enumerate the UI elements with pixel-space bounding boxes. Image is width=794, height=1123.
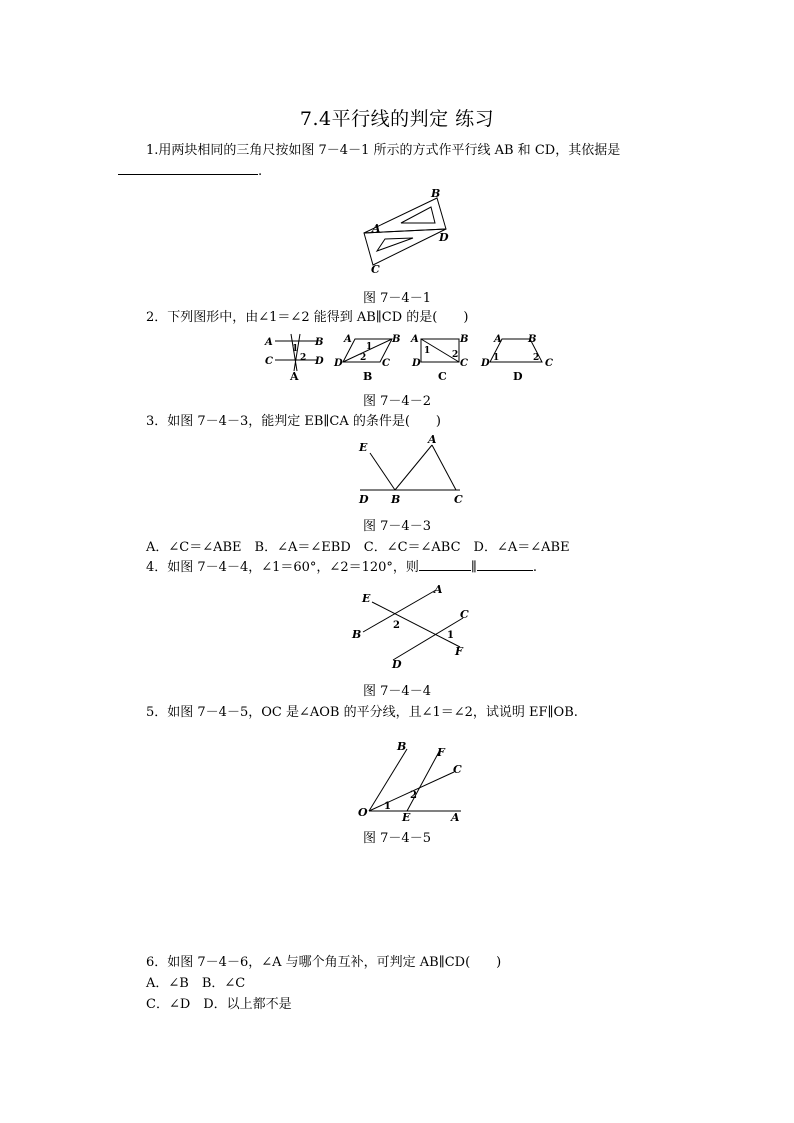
question-4-end: .: [532, 560, 538, 575]
label-D: D: [412, 358, 421, 369]
parallel-symbol: ∥: [470, 560, 477, 575]
label-B: B: [431, 187, 441, 200]
label-C: C: [453, 763, 462, 776]
question-3-text: 3．如图 7－4－3，能判定 EB∥CA 的条件是( ): [146, 414, 442, 429]
triangle-ruler-upper-inner: [401, 207, 435, 223]
question-1-end: .: [258, 164, 263, 179]
label-D: D: [481, 358, 490, 369]
question-3-choices: A．∠C＝∠ABE B．∠A＝∠EBD C．∠C＝∠ABC D．∠A＝∠ABE: [146, 540, 570, 555]
label-C: C: [460, 608, 469, 621]
label-A: A: [434, 583, 443, 596]
option-label-b: B: [363, 370, 373, 383]
option-figure-b: [333, 334, 400, 383]
question-5-text: 5．如图 7－4－5，OC 是∠AOB 的平分线，且∠1＝∠2，试说明 EF∥OB.: [146, 705, 578, 720]
label-D: D: [315, 356, 324, 367]
angle-1-label: 1: [366, 342, 373, 352]
angle-2-label: 2: [300, 353, 307, 363]
segment-ba: [395, 445, 432, 490]
angle-1-label: 1: [424, 346, 431, 356]
angle-2-label: 2: [410, 790, 417, 801]
label-A: A: [494, 334, 502, 345]
angle-2-label: 2: [452, 350, 459, 360]
answer-blank-2[interactable]: [477, 558, 533, 571]
option-figure-c: [410, 334, 468, 383]
label-D: D: [439, 231, 449, 244]
label-B: B: [397, 740, 407, 753]
label-B: B: [391, 493, 401, 506]
label-D: D: [334, 358, 343, 369]
label-F: F: [437, 746, 445, 759]
label-E: E: [402, 811, 411, 823]
answer-blank-1[interactable]: [419, 558, 471, 571]
angle-2-label: 2: [360, 353, 367, 363]
label-B: B: [352, 628, 362, 641]
angle-2-label: 2: [393, 620, 400, 631]
label-E: E: [362, 592, 371, 605]
question-6-choices-2: C．∠D D．以上都不是: [146, 997, 292, 1012]
label-B: B: [315, 337, 324, 348]
question-6-text: 6．如图 7－4－6，∠A 与哪个角互补，可判定 AB∥CD( ): [146, 955, 502, 970]
segment-ac: [432, 445, 456, 490]
label-D: D: [392, 658, 402, 671]
label-C: C: [460, 358, 468, 369]
figure-7-4-2: [262, 329, 562, 384]
triangle-ruler-lower-inner: [377, 238, 413, 251]
question-4-prefix: 4．如图 7－4－4，∠1＝60°，∠2＝120°，则: [146, 560, 419, 575]
label-A: A: [372, 222, 381, 235]
angle-1-label: 1: [447, 630, 454, 641]
label-C: C: [545, 358, 553, 369]
label-A: A: [411, 334, 419, 345]
figure-7-4-4-caption: 图 7－4－4: [363, 684, 431, 699]
option-label-c: C: [438, 370, 447, 383]
question-2-text: 2．下列图形中，由∠1＝∠2 能得到 AB∥CD 的是( ): [146, 310, 469, 325]
question-1-answer-line: [118, 162, 262, 179]
figure-7-4-1: [355, 183, 465, 278]
label-B: B: [528, 334, 537, 345]
label-C: C: [382, 358, 390, 369]
label-D: D: [359, 493, 369, 506]
label-O: O: [358, 806, 368, 819]
label-A: A: [428, 433, 437, 446]
figure-7-4-3: [352, 433, 472, 508]
angle-2-label: 2: [533, 353, 540, 363]
option-figure-d: [480, 334, 553, 383]
page-title: 7.4平行线的判定 练习: [299, 108, 495, 130]
figure-7-4-4: [348, 580, 478, 675]
label-A: A: [451, 811, 460, 823]
label-A: A: [344, 334, 352, 345]
label-B: B: [460, 334, 469, 345]
label-B: B: [392, 334, 401, 345]
option-label-a: A: [290, 370, 299, 383]
label-C: C: [265, 356, 273, 367]
figure-7-4-1-caption: 图 7－4－1: [363, 291, 431, 306]
figure-7-4-5-caption: 图 7－4－5: [363, 831, 431, 846]
answer-blank[interactable]: [118, 162, 258, 175]
option-figure-a: [264, 334, 324, 383]
label-C: C: [371, 263, 380, 276]
angle-1-label: 1: [292, 344, 299, 354]
figure-7-4-5: [354, 738, 469, 823]
figure-7-4-2-caption: 图 7－4－2: [363, 394, 431, 409]
question-1-text: 1.用两块相同的三角尺按如图 7－4－1 所示的方式作平行线 AB 和 CD，其依据是: [146, 143, 621, 158]
question-4-text: [146, 556, 537, 575]
segment-eb: [370, 453, 395, 490]
label-E: E: [359, 441, 368, 454]
question-6-choices-1: A．∠B B．∠C: [146, 976, 246, 991]
label-C: C: [454, 493, 463, 506]
option-label-d: D: [513, 370, 523, 383]
label-F: F: [455, 645, 463, 658]
angle-1-label: 1: [493, 353, 500, 363]
figure-7-4-3-caption: 图 7－4－3: [363, 519, 431, 534]
label-A: A: [265, 337, 273, 348]
angle-1-label: 1: [384, 801, 391, 812]
